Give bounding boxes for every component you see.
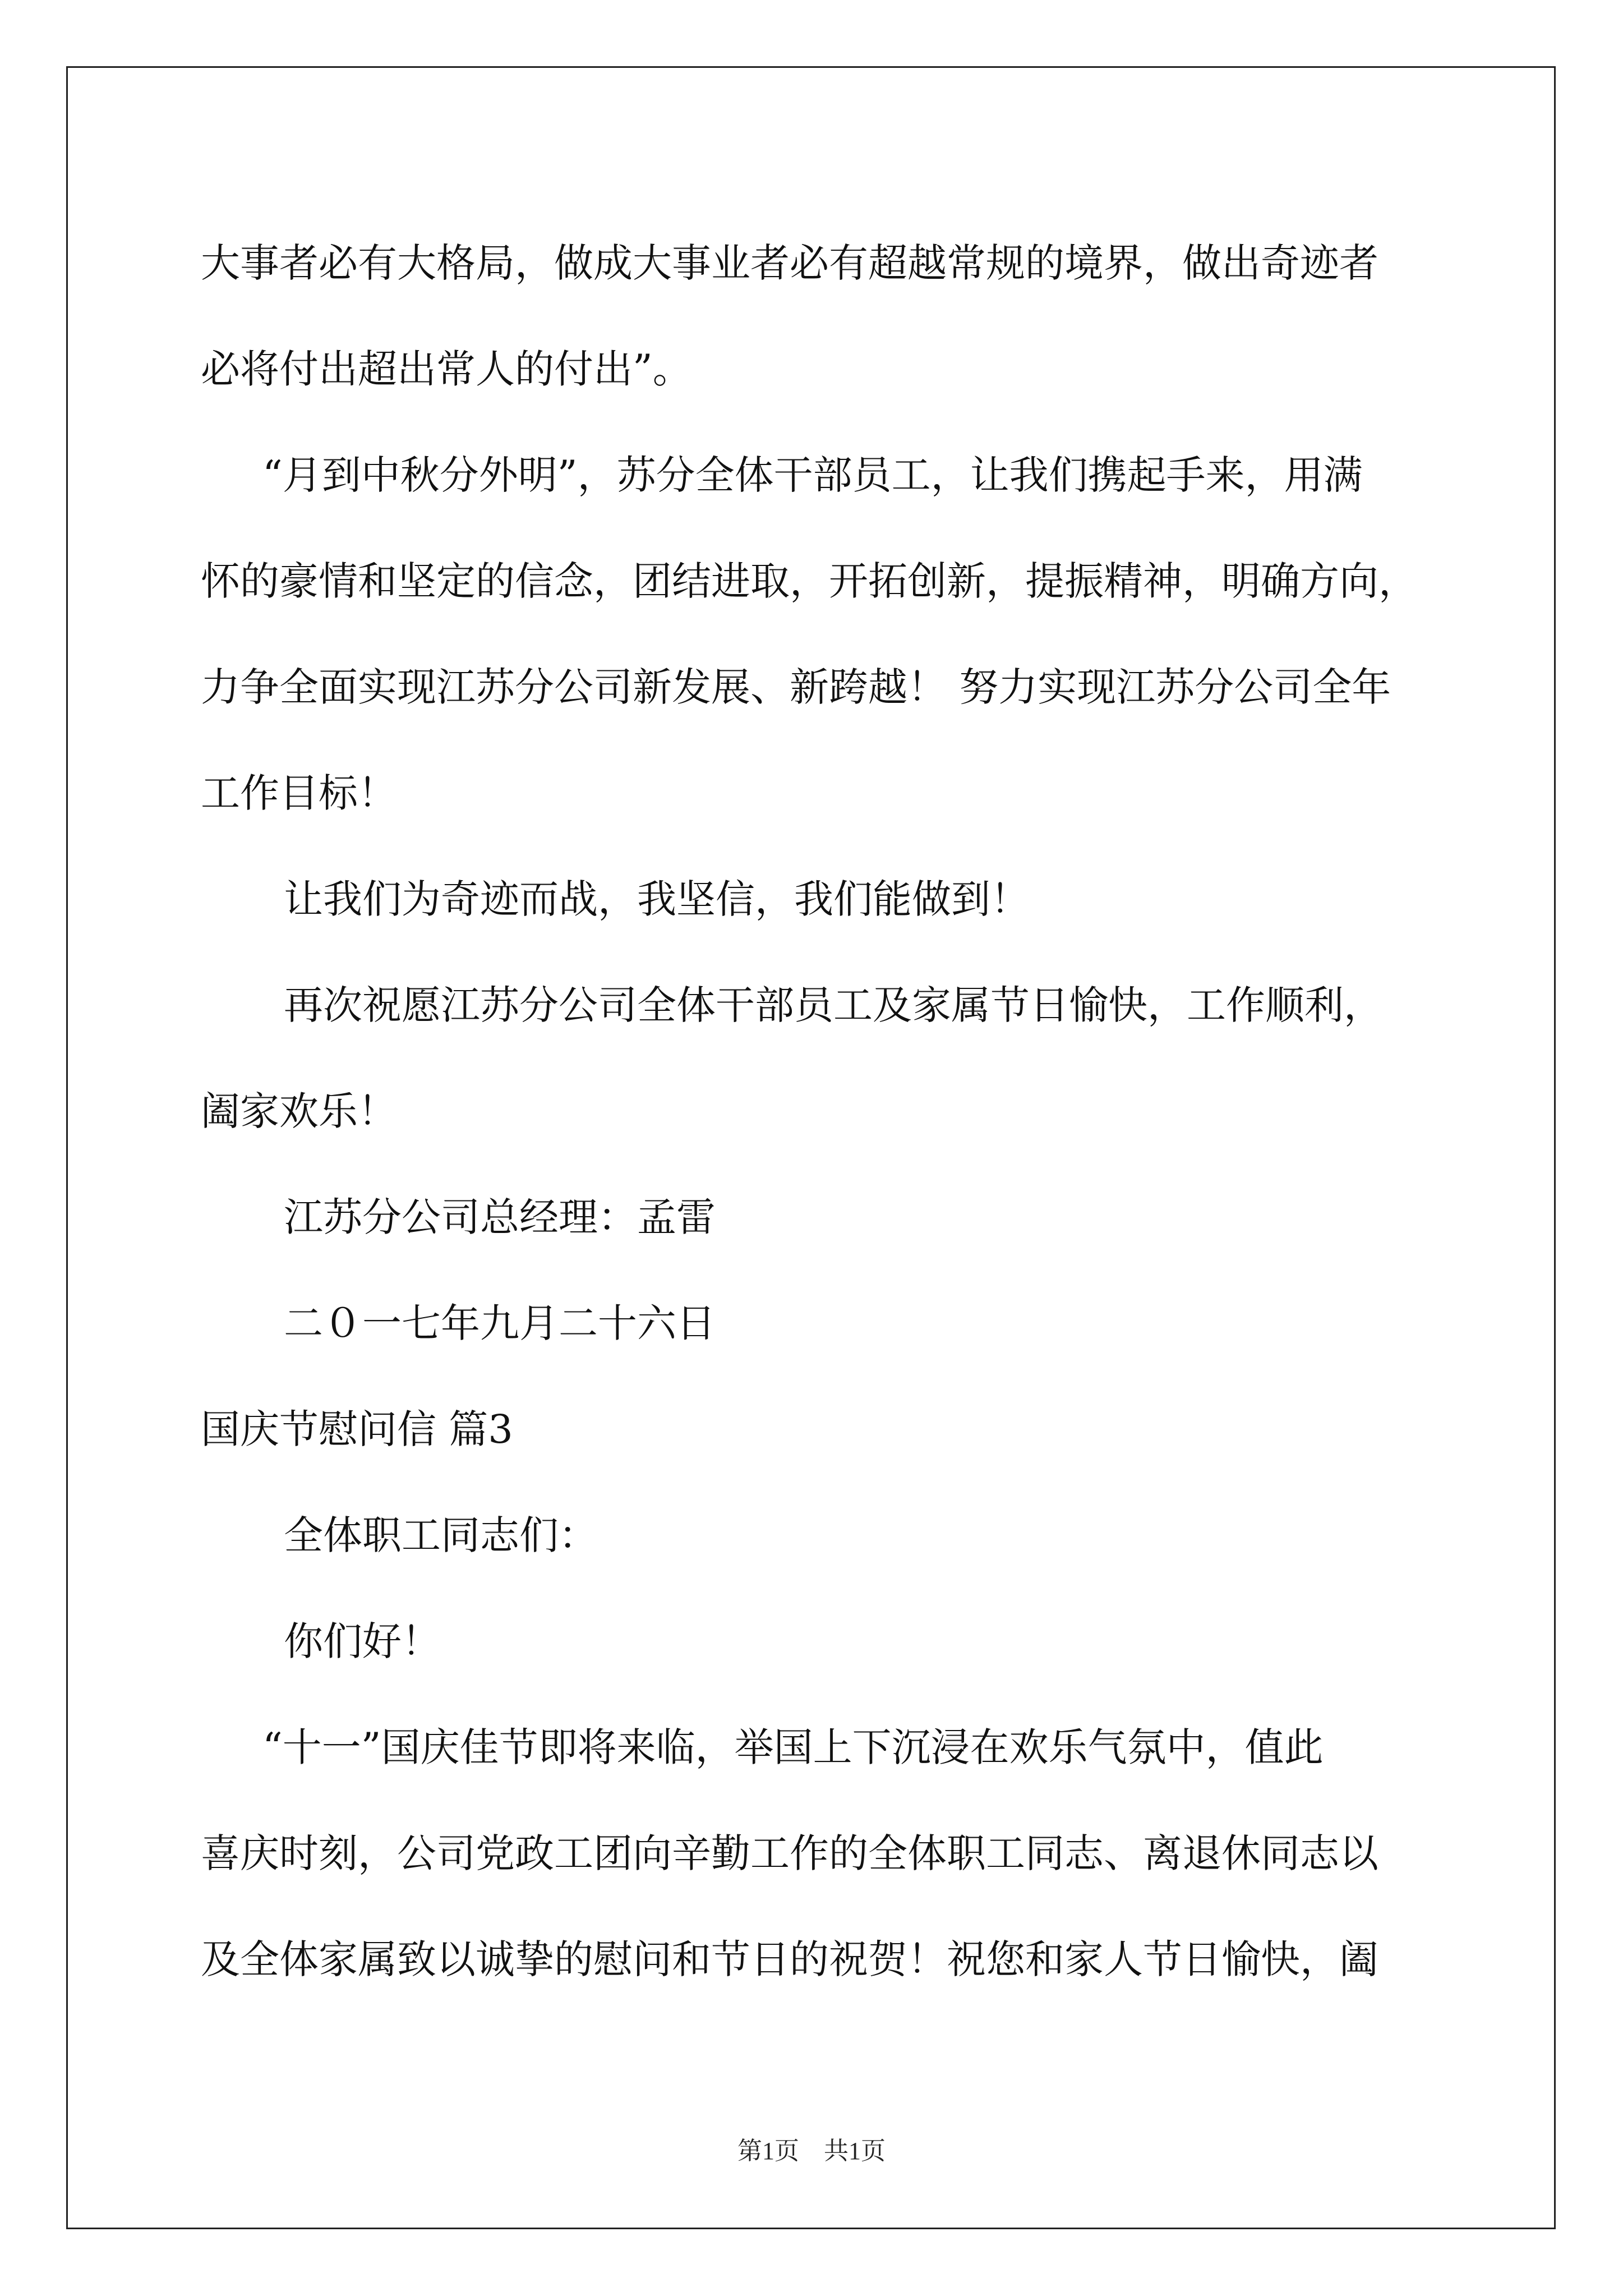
document-body: [201, 210, 1423, 2013]
text-line: 工作目标！: [201, 770, 397, 816]
text-line: 必将付出超出常人的付出”。: [201, 346, 692, 392]
text-line: 力争全面实现江苏分公司新发展、新跨越！ 努力实现江苏分公司全年: [201, 664, 1391, 710]
text-line: “十一”国庆佳节即将来临，举国上下沉浸在欢乐气氛中，值此: [262, 1724, 1324, 1770]
text-line: 大事者必有大格局，做成大事业者必有超越常规的境界，做出奇迹者: [201, 240, 1378, 286]
text-line: 阖家欢乐！: [201, 1088, 397, 1134]
text-line: 喜庆时刻，公司党政工团向辛勤工作的全体职工同志、离退休同志以: [201, 1830, 1378, 1876]
page-number-footer: 第1页 共1页: [737, 2137, 886, 2165]
greeting-line: 你们好！: [284, 1618, 441, 1664]
section-heading: 国庆节慰问信 篇3: [201, 1406, 513, 1452]
salutation-line: 全体职工同志们：: [284, 1512, 598, 1558]
signature-line: 江苏分公司总经理：孟雷: [284, 1194, 716, 1240]
text-line: 让我们为奇迹而战，我坚信，我们能做到！: [284, 876, 1030, 922]
text-line: 及全体家属致以诚挚的慰问和节日的祝贺！祝您和家人节日愉快，阖: [201, 1936, 1378, 1982]
text-line: “月到中秋分外明”，苏分全体干部员工，让我们携起手来，用满: [262, 452, 1363, 498]
text-line: 怀的豪情和坚定的信念，团结进取，开拓创新，提振精神，明确方向，: [201, 558, 1418, 604]
text-line: 再次祝愿江苏分公司全体干部员工及家属节日愉快，工作顺利，: [284, 982, 1383, 1028]
date-line: 二０一七年九月二十六日: [284, 1300, 716, 1346]
